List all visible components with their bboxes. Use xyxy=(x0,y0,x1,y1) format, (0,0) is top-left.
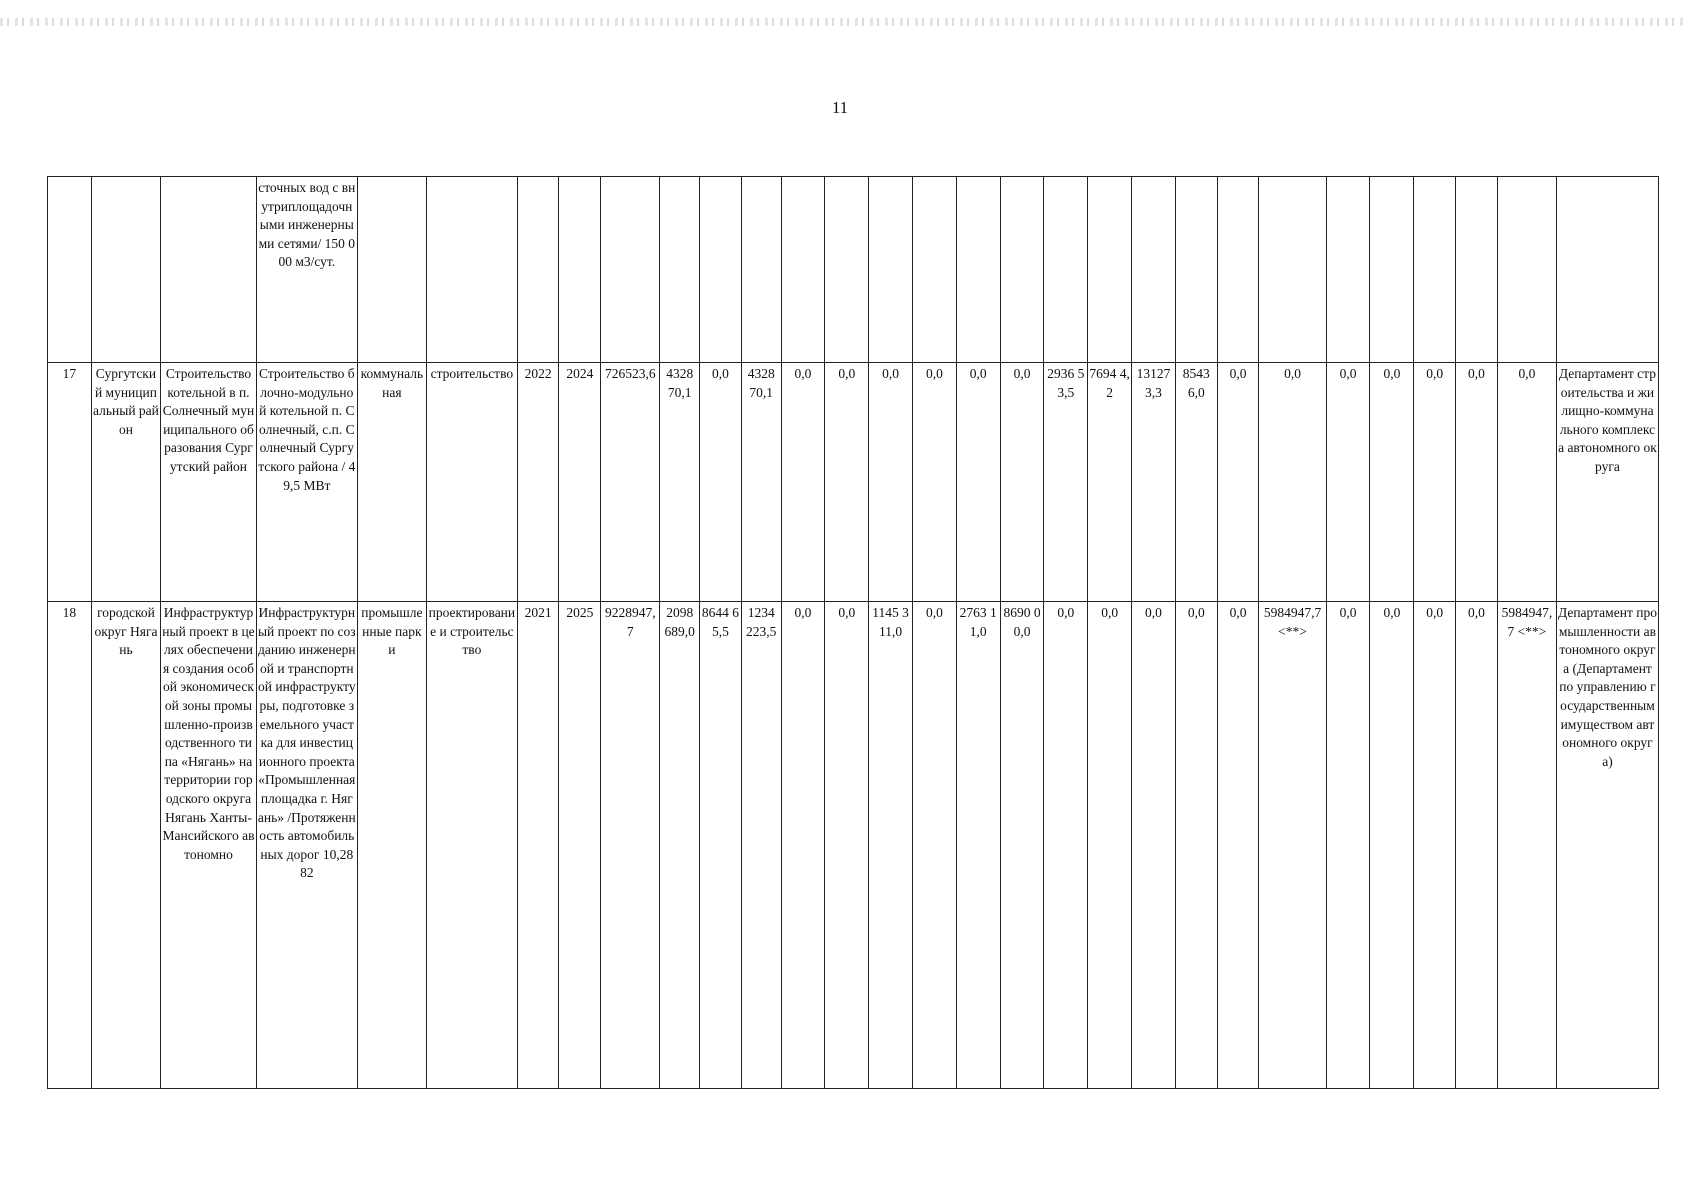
cell-municipality: Сургутский муниципальный район xyxy=(91,363,160,602)
cell-value: 0,0 xyxy=(1414,363,1456,602)
cell-value xyxy=(1132,177,1176,363)
cell-total-cost xyxy=(601,177,660,363)
cell-object-capacity: Строительство блочно-модульной котельной п. Солнечный, с.п. Солнечный Сургутского района / 49,5 МВт xyxy=(256,363,357,602)
page-number: 11 xyxy=(831,98,849,117)
cell-value: 0,0 xyxy=(1326,363,1370,602)
cell-object-capacity: сточных вод с внутриплощадочными инженерными сетями/ 150 000 м3/сут. xyxy=(256,177,357,363)
table-row xyxy=(48,177,1659,363)
cell-value: 8543 6,0 xyxy=(1175,363,1217,602)
cell-value: 0,0 xyxy=(825,602,869,1089)
cell-value xyxy=(825,177,869,363)
cell-row-number xyxy=(48,177,92,363)
cell-total-cost: 726523,6 xyxy=(601,363,660,602)
cell-row-number: 17 xyxy=(48,363,92,602)
cell-value: 1145 311,0 xyxy=(869,602,913,1089)
scan-edge-artifact xyxy=(0,18,1686,26)
cell-start-year: 2022 xyxy=(517,363,559,602)
cell-start-year xyxy=(517,177,559,363)
cell-value: 0,0 xyxy=(1370,602,1414,1089)
cell-value: 0,0 xyxy=(781,363,825,602)
cell-value xyxy=(660,177,700,363)
cell-value xyxy=(1259,177,1326,363)
cell-end-year xyxy=(559,177,601,363)
cell-value: 0,0 xyxy=(781,602,825,1089)
cell-work-type: строительство xyxy=(427,363,518,602)
cell-project-name: Строительство котельной в п. Солнечный муниципального образования Сургутский район xyxy=(161,363,257,602)
cell-value: 0,0 xyxy=(1000,363,1044,602)
cell-value: 7694 4,2 xyxy=(1088,363,1132,602)
cell-value: 131273,3 xyxy=(1132,363,1176,602)
cell-work-type xyxy=(427,177,518,363)
cell-value: 0,0 xyxy=(1217,602,1259,1089)
cell-value: 0,0 xyxy=(1088,602,1132,1089)
cell-value: 5984947,7 <**> xyxy=(1497,602,1556,1089)
cell-value: 0,0 xyxy=(913,602,957,1089)
cell-sector xyxy=(357,177,426,363)
cell-value: 0,0 xyxy=(913,363,957,602)
cell-value: 0,0 xyxy=(1132,602,1176,1089)
cell-value: 2763 11,0 xyxy=(956,602,1000,1089)
cell-value xyxy=(1370,177,1414,363)
cell-value: 0,0 xyxy=(1259,363,1326,602)
cell-value: 0,0 xyxy=(1414,602,1456,1089)
cell-value xyxy=(1044,177,1088,363)
cell-value xyxy=(1175,177,1217,363)
cell-project-name xyxy=(161,177,257,363)
cell-value: 0,0 xyxy=(1456,363,1498,602)
table-row xyxy=(48,363,1659,602)
cell-value: 0,0 xyxy=(1370,363,1414,602)
cell-value: 0,0 xyxy=(1044,602,1088,1089)
cell-value xyxy=(1000,177,1044,363)
cell-value: 0,0 xyxy=(1217,363,1259,602)
cell-value: 0,0 xyxy=(1456,602,1498,1089)
cell-municipality xyxy=(91,177,160,363)
cell-value xyxy=(1497,177,1556,363)
cell-value: 8644 65,5 xyxy=(700,602,742,1089)
cell-value xyxy=(869,177,913,363)
cell-municipality: городской округ Нягань xyxy=(91,602,160,1089)
cell-value: 2098 689,0 xyxy=(660,602,700,1089)
cell-row-number: 18 xyxy=(48,602,92,1089)
cell-value xyxy=(741,177,781,363)
cell-value: 0,0 xyxy=(1497,363,1556,602)
cell-total-cost: 9228947,7 xyxy=(601,602,660,1089)
cell-value: 0,0 xyxy=(869,363,913,602)
table-row xyxy=(48,602,1659,1089)
cell-value: 0,0 xyxy=(1326,602,1370,1089)
cell-responsible: Департамент промышленности автономного округа (Департамент по управлению государственным имуществом автономного округа) xyxy=(1556,602,1658,1089)
cell-value: 0,0 xyxy=(1175,602,1217,1089)
cell-value: 8690 00,0 xyxy=(1000,602,1044,1089)
cell-sector: промышленные парки xyxy=(357,602,426,1089)
cell-value: 4328 70,1 xyxy=(660,363,700,602)
cell-value: 5984947,7 <**> xyxy=(1259,602,1326,1089)
cell-value: 2936 53,5 xyxy=(1044,363,1088,602)
cell-project-name: Инфраструктурный проект в целях обеспечения создания особой экономической зоны промышленно-производственного типа «Нягань» на территории городского округа Нягань Ханты-Мансийского автономно xyxy=(161,602,257,1089)
cell-value xyxy=(1088,177,1132,363)
cell-responsible: Департамент строительства и жилищно-коммунального комплекса автономного округа xyxy=(1556,363,1658,602)
cell-value xyxy=(1326,177,1370,363)
cell-value: 4328 70,1 xyxy=(741,363,781,602)
cell-value xyxy=(956,177,1000,363)
cell-value xyxy=(781,177,825,363)
cell-value: 0,0 xyxy=(825,363,869,602)
cell-object-capacity: Инфраструктурный проект по созданию инженерной и транспортной инфраструктуры, подготовке земельного участка для инвестиционного проекта «Промышленная площадка г. Нягань» /Протяженность автомобильных дорог 10,2882 xyxy=(256,602,357,1089)
cell-end-year: 2024 xyxy=(559,363,601,602)
cell-value: 0,0 xyxy=(956,363,1000,602)
cell-work-type: проектирование и строительство xyxy=(427,602,518,1089)
cell-sector: коммунальная xyxy=(357,363,426,602)
cell-value: 1234 223,5 xyxy=(741,602,781,1089)
investment-projects-table xyxy=(47,176,1659,1089)
cell-value xyxy=(700,177,742,363)
cell-end-year: 2025 xyxy=(559,602,601,1089)
cell-value: 0,0 xyxy=(700,363,742,602)
cell-value xyxy=(1456,177,1498,363)
cell-value xyxy=(1414,177,1456,363)
cell-value xyxy=(1217,177,1259,363)
cell-value xyxy=(913,177,957,363)
cell-start-year: 2021 xyxy=(517,602,559,1089)
cell-responsible xyxy=(1556,177,1658,363)
